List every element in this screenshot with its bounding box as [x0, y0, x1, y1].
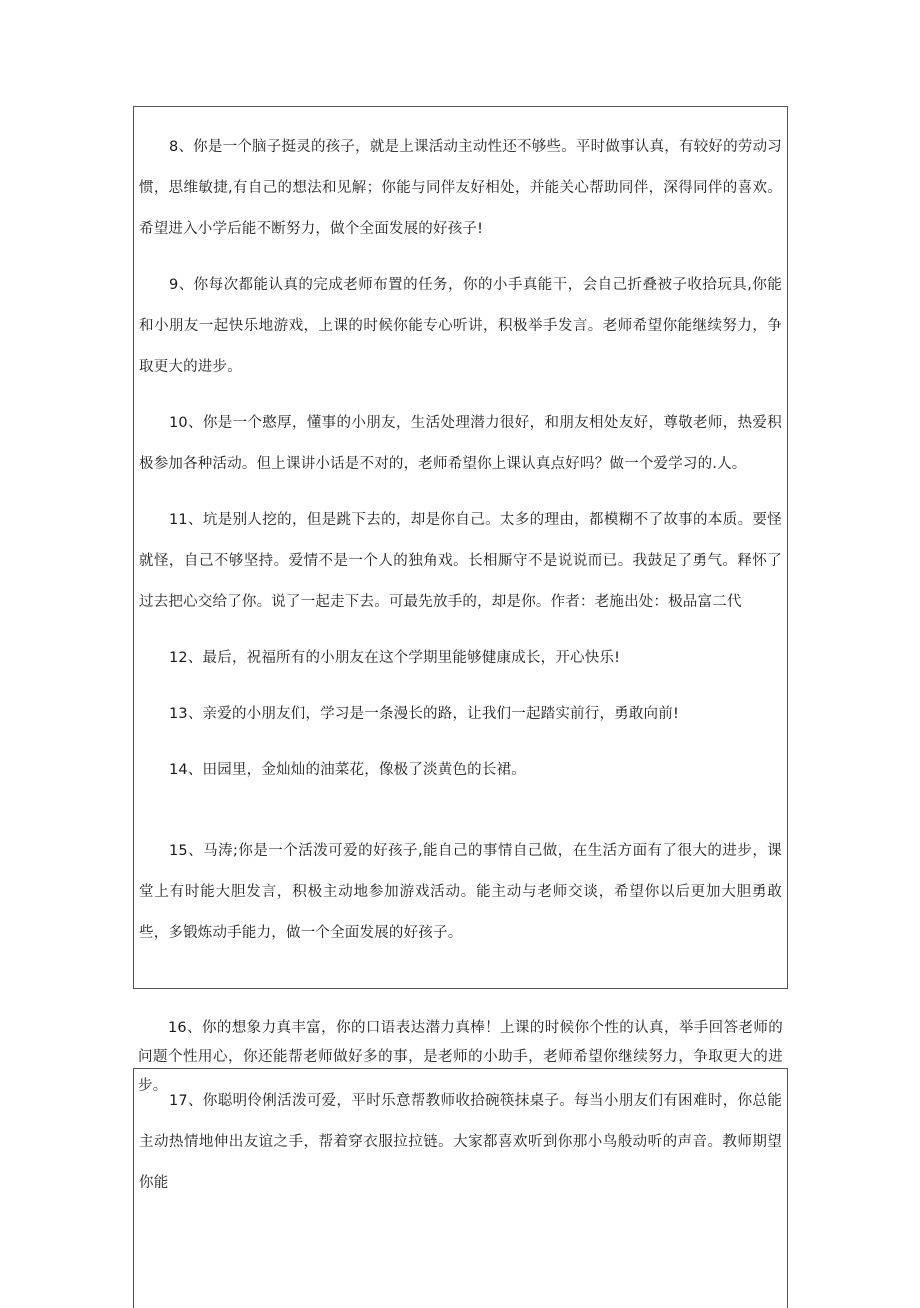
- comment-15: 15、马涛;你是一个活泼可爱的好孩子,能自己的事情自己做，在生活方面有了很大的进步，课堂上有时能大胆发言，积极主动地参加游戏活动。能主动与老师交谈，希望你以后更加大胆勇敢些，多锻炼动手能力，做一个全面发展的好孩子。: [139, 843, 782, 941]
- comment-9: 9、你每次都能认真的完成老师布置的任务，你的小手真能干，会自己折叠被子收拾玩具,你能和小朋友一起快乐地游戏，上课的时候你能专心听讲，积极举手发言。老师希望你能继续努力，争取更大的进步。: [139, 277, 782, 375]
- comment-11: 11、坑是别人挖的，但是跳下去的，却是你自己。太多的理由，都模糊不了故事的本质。要怪就怪，自己不够坚持。爱情不是一个人的独角戏。长相厮守不是说说而已。我鼓足了勇气。释怀了过去把心交给了你。说了一起走下去。可最先放手的，却是你。作者：老施出处：极品富二代: [139, 512, 782, 610]
- comment-14: 14、田园里，金灿灿的油菜花，像极了淡黄色的长裙。: [169, 762, 526, 778]
- comment-16: 16、你的想象力真丰富，你的口语表达潜力真棒！上课的时候你个性的认真，举手回答老师的问题个性用心，你还能帮老师做好多的事，是老师的小助手，老师希望你继续努力，争取更大的进步。: [138, 1020, 783, 1094]
- comment-8: 8、你是一个脑子挺灵的孩子，就是上课活动主动性还不够些。平时做事认真，有较好的劳动习惯，思维敏捷,有自己的想法和见解；你能与同伴友好相处，并能关心帮助同伴，深得同伴的喜欢。希望进入小学后能不断努力，做个全面发展的好孩子!: [139, 139, 782, 237]
- comment-list-2: [139, 1081, 782, 1204]
- comment-list: [139, 127, 782, 969]
- comment-13: 13、亲爱的小朋友们，学习是一条漫长的路，让我们一起踏实前行，勇敢向前!: [169, 706, 679, 722]
- comment-table-cell-2: [133, 1068, 788, 1308]
- comment-12: 12、最后，祝福所有的小朋友在这个学期里能够健康成长，开心快乐!: [169, 650, 621, 666]
- comment-17: 17、你聪明伶俐活泼可爱，平时乐意帮教师收拾碗筷抹桌子。每当小朋友们有困难时，你总能主动热情地伸出友谊之手，帮着穿衣服拉拉链。大家都喜欢听到你那小鸟般动听的声音。教师期望你能: [139, 1093, 782, 1191]
- comment-table-cell-1: [133, 106, 788, 989]
- comment-10: 10、你是一个憨厚，懂事的小朋友，生活处理潜力很好，和朋友相处友好，尊敬老师，热爱积极参加各种活动。但上课讲小话是不对的，老师希望你上课认真点好吗？做一个爱学习的.人。: [139, 415, 782, 472]
